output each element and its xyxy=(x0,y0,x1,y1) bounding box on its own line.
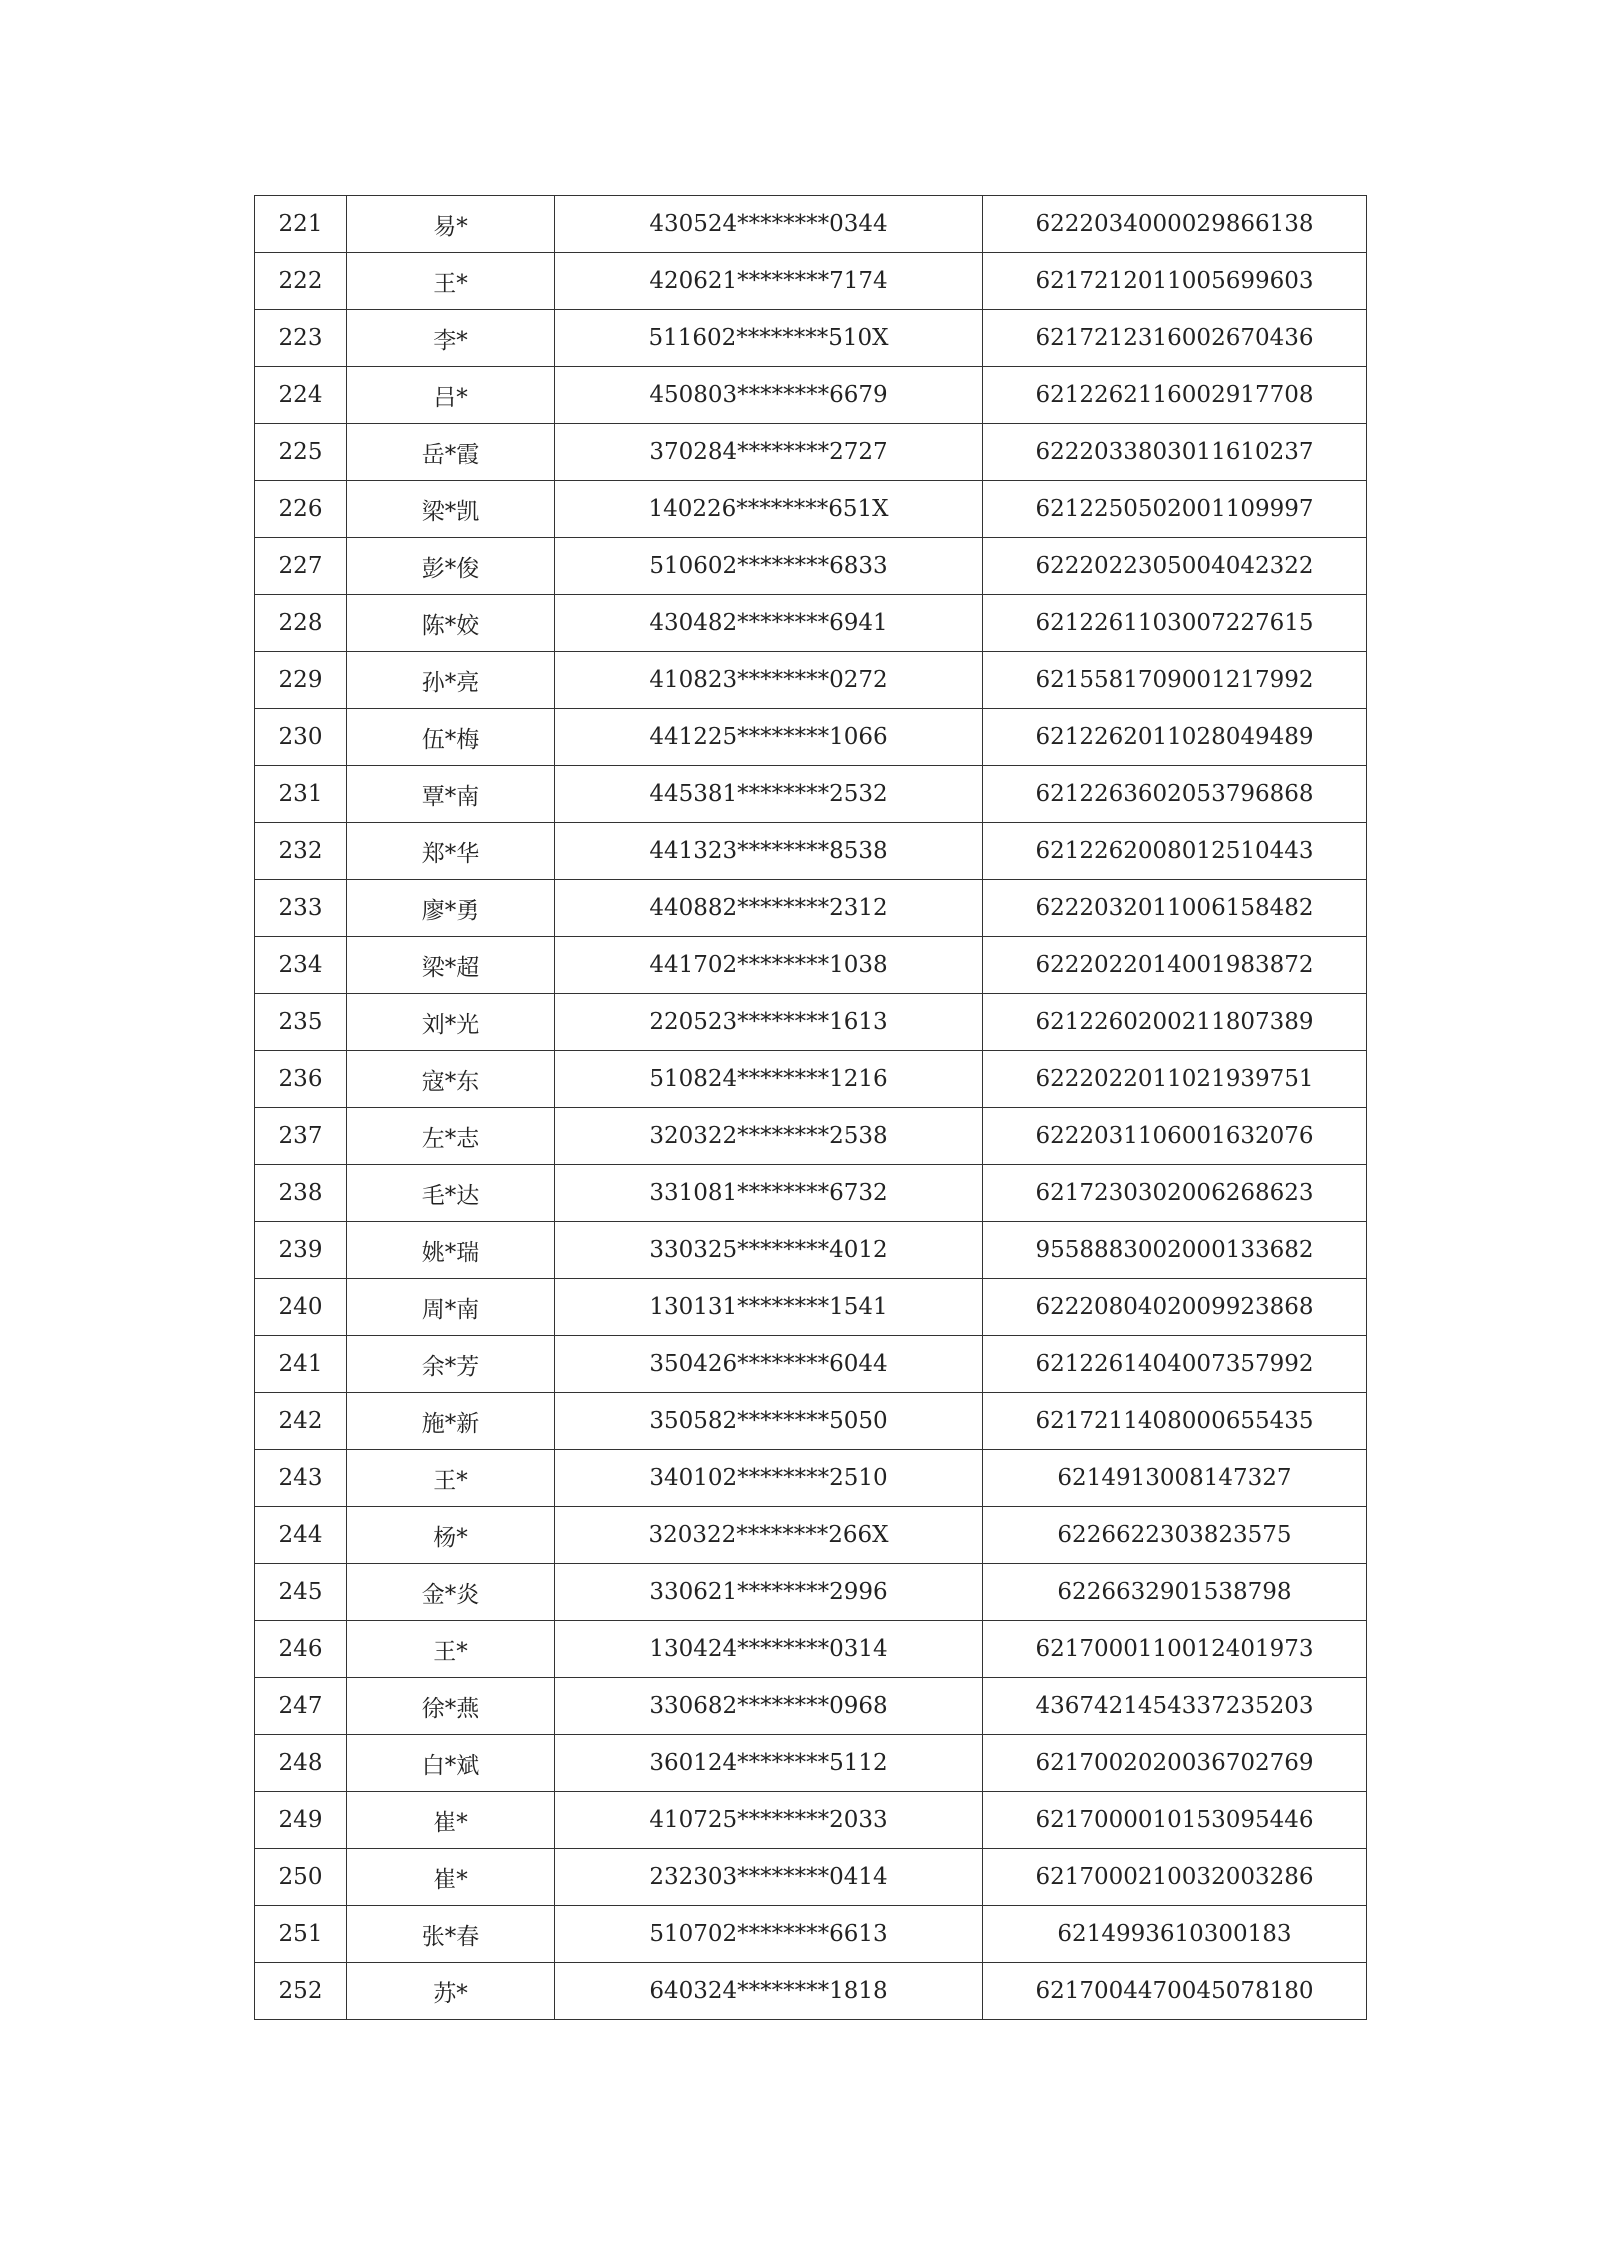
row-number-cell: 222 xyxy=(255,253,347,310)
table-row xyxy=(255,823,1367,880)
table-row xyxy=(255,1507,1367,1564)
name-cell: 苏* xyxy=(347,1963,555,2020)
account-number-cell: 9558883002000133682 xyxy=(983,1222,1367,1279)
row-number-cell: 234 xyxy=(255,937,347,994)
row-number-cell: 243 xyxy=(255,1450,347,1507)
account-number-cell: 6222032011006158482 xyxy=(983,880,1367,937)
id-number-cell: 360124********5112 xyxy=(555,1735,983,1792)
table-row xyxy=(255,1849,1367,1906)
row-number-cell: 226 xyxy=(255,481,347,538)
row-number-cell: 245 xyxy=(255,1564,347,1621)
name-cell: 姚*瑞 xyxy=(347,1222,555,1279)
name-cell: 毛*达 xyxy=(347,1165,555,1222)
name-cell: 杨* xyxy=(347,1507,555,1564)
table-row xyxy=(255,1279,1367,1336)
table-row xyxy=(255,1336,1367,1393)
table-row xyxy=(255,994,1367,1051)
row-number-cell: 229 xyxy=(255,652,347,709)
account-number-cell: 6222080402009923868 xyxy=(983,1279,1367,1336)
account-number-cell: 4367421454337235203 xyxy=(983,1678,1367,1735)
row-number-cell: 237 xyxy=(255,1108,347,1165)
row-number-cell: 248 xyxy=(255,1735,347,1792)
name-cell: 郑*华 xyxy=(347,823,555,880)
row-number-cell: 244 xyxy=(255,1507,347,1564)
account-number-cell: 6217000110012401973 xyxy=(983,1621,1367,1678)
account-number-cell: 6217000010153095446 xyxy=(983,1792,1367,1849)
name-cell: 王* xyxy=(347,1450,555,1507)
table-row xyxy=(255,1963,1367,2020)
data-table xyxy=(254,195,1367,2020)
table-row xyxy=(255,481,1367,538)
name-cell: 徐*燕 xyxy=(347,1678,555,1735)
name-cell: 施*新 xyxy=(347,1393,555,1450)
table-row xyxy=(255,1564,1367,1621)
name-cell: 周*南 xyxy=(347,1279,555,1336)
name-cell: 梁*凯 xyxy=(347,481,555,538)
row-number-cell: 227 xyxy=(255,538,347,595)
table-row xyxy=(255,1051,1367,1108)
table-row xyxy=(255,1450,1367,1507)
row-number-cell: 239 xyxy=(255,1222,347,1279)
name-cell: 王* xyxy=(347,1621,555,1678)
id-number-cell: 330621********2996 xyxy=(555,1564,983,1621)
row-number-cell: 232 xyxy=(255,823,347,880)
id-number-cell: 640324********1818 xyxy=(555,1963,983,2020)
table-row xyxy=(255,1393,1367,1450)
account-number-cell: 6222034000029866138 xyxy=(983,196,1367,253)
name-cell: 刘*光 xyxy=(347,994,555,1051)
name-cell: 崔* xyxy=(347,1849,555,1906)
row-number-cell: 249 xyxy=(255,1792,347,1849)
row-number-cell: 246 xyxy=(255,1621,347,1678)
account-number-cell: 6226622303823575 xyxy=(983,1507,1367,1564)
id-number-cell: 350426********6044 xyxy=(555,1336,983,1393)
account-number-cell: 6222022011021939751 xyxy=(983,1051,1367,1108)
account-number-cell: 6212262008012510443 xyxy=(983,823,1367,880)
name-cell: 彭*俊 xyxy=(347,538,555,595)
table-row xyxy=(255,766,1367,823)
id-number-cell: 441323********8538 xyxy=(555,823,983,880)
id-number-cell: 410725********2033 xyxy=(555,1792,983,1849)
account-number-cell: 6217212316002670436 xyxy=(983,310,1367,367)
table-row xyxy=(255,1678,1367,1735)
row-number-cell: 228 xyxy=(255,595,347,652)
row-number-cell: 225 xyxy=(255,424,347,481)
row-number-cell: 235 xyxy=(255,994,347,1051)
name-cell: 张*春 xyxy=(347,1906,555,1963)
name-cell: 伍*梅 xyxy=(347,709,555,766)
id-number-cell: 130424********0314 xyxy=(555,1621,983,1678)
row-number-cell: 247 xyxy=(255,1678,347,1735)
account-number-cell: 6212260200211807389 xyxy=(983,994,1367,1051)
table-row xyxy=(255,1165,1367,1222)
account-number-cell: 6222033803011610237 xyxy=(983,424,1367,481)
row-number-cell: 223 xyxy=(255,310,347,367)
table-row xyxy=(255,253,1367,310)
name-cell: 李* xyxy=(347,310,555,367)
id-number-cell: 330682********0968 xyxy=(555,1678,983,1735)
name-cell: 王* xyxy=(347,253,555,310)
id-number-cell: 441225********1066 xyxy=(555,709,983,766)
id-number-cell: 232303********0414 xyxy=(555,1849,983,1906)
name-cell: 孙*亮 xyxy=(347,652,555,709)
row-number-cell: 231 xyxy=(255,766,347,823)
id-number-cell: 510702********6613 xyxy=(555,1906,983,1963)
table-row xyxy=(255,1792,1367,1849)
table-row xyxy=(255,1108,1367,1165)
table-row xyxy=(255,1222,1367,1279)
row-number-cell: 252 xyxy=(255,1963,347,2020)
row-number-cell: 238 xyxy=(255,1165,347,1222)
table-row xyxy=(255,538,1367,595)
account-number-cell: 6214913008147327 xyxy=(983,1450,1367,1507)
account-number-cell: 6217000210032003286 xyxy=(983,1849,1367,1906)
account-number-cell: 6222022305004042322 xyxy=(983,538,1367,595)
account-number-cell: 6226632901538798 xyxy=(983,1564,1367,1621)
row-number-cell: 240 xyxy=(255,1279,347,1336)
row-number-cell: 221 xyxy=(255,196,347,253)
table-row xyxy=(255,367,1367,424)
id-number-cell: 420621********7174 xyxy=(555,253,983,310)
table-row xyxy=(255,1735,1367,1792)
id-number-cell: 130131********1541 xyxy=(555,1279,983,1336)
table-row xyxy=(255,937,1367,994)
table-row xyxy=(255,595,1367,652)
id-number-cell: 140226********651X xyxy=(555,481,983,538)
id-number-cell: 370284********2727 xyxy=(555,424,983,481)
name-cell: 金*炎 xyxy=(347,1564,555,1621)
table-row xyxy=(255,424,1367,481)
id-number-cell: 430524********0344 xyxy=(555,196,983,253)
id-number-cell: 220523********1613 xyxy=(555,994,983,1051)
id-number-cell: 410823********0272 xyxy=(555,652,983,709)
id-number-cell: 320322********2538 xyxy=(555,1108,983,1165)
id-number-cell: 331081********6732 xyxy=(555,1165,983,1222)
name-cell: 廖*勇 xyxy=(347,880,555,937)
table-row xyxy=(255,196,1367,253)
account-number-cell: 6214993610300183 xyxy=(983,1906,1367,1963)
account-number-cell: 6212250502001109997 xyxy=(983,481,1367,538)
row-number-cell: 233 xyxy=(255,880,347,937)
table-row xyxy=(255,1621,1367,1678)
name-cell: 岳*霞 xyxy=(347,424,555,481)
id-number-cell: 430482********6941 xyxy=(555,595,983,652)
account-number-cell: 6222031106001632076 xyxy=(983,1108,1367,1165)
account-number-cell: 6212261404007357992 xyxy=(983,1336,1367,1393)
account-number-cell: 6217002020036702769 xyxy=(983,1735,1367,1792)
row-number-cell: 236 xyxy=(255,1051,347,1108)
id-number-cell: 330325********4012 xyxy=(555,1222,983,1279)
row-number-cell: 230 xyxy=(255,709,347,766)
table-row xyxy=(255,880,1367,937)
account-number-cell: 6212261103007227615 xyxy=(983,595,1367,652)
id-number-cell: 440882********2312 xyxy=(555,880,983,937)
row-number-cell: 251 xyxy=(255,1906,347,1963)
table-row xyxy=(255,709,1367,766)
account-number-cell: 6217211408000655435 xyxy=(983,1393,1367,1450)
id-number-cell: 510824********1216 xyxy=(555,1051,983,1108)
id-number-cell: 511602********510X xyxy=(555,310,983,367)
id-number-cell: 445381********2532 xyxy=(555,766,983,823)
table-row xyxy=(255,1906,1367,1963)
name-cell: 梁*超 xyxy=(347,937,555,994)
id-number-cell: 441702********1038 xyxy=(555,937,983,994)
row-number-cell: 241 xyxy=(255,1336,347,1393)
account-number-cell: 6212262116002917708 xyxy=(983,367,1367,424)
name-cell: 崔* xyxy=(347,1792,555,1849)
account-number-cell: 6217212011005699603 xyxy=(983,253,1367,310)
account-number-cell: 6215581709001217992 xyxy=(983,652,1367,709)
account-number-cell: 6217230302006268623 xyxy=(983,1165,1367,1222)
name-cell: 寇*东 xyxy=(347,1051,555,1108)
id-number-cell: 340102********2510 xyxy=(555,1450,983,1507)
row-number-cell: 250 xyxy=(255,1849,347,1906)
name-cell: 吕* xyxy=(347,367,555,424)
table-row xyxy=(255,652,1367,709)
account-number-cell: 6212262011028049489 xyxy=(983,709,1367,766)
name-cell: 左*志 xyxy=(347,1108,555,1165)
account-number-cell: 6222022014001983872 xyxy=(983,937,1367,994)
id-number-cell: 510602********6833 xyxy=(555,538,983,595)
id-number-cell: 350582********5050 xyxy=(555,1393,983,1450)
id-number-cell: 320322********266X xyxy=(555,1507,983,1564)
name-cell: 陈*姣 xyxy=(347,595,555,652)
table-body xyxy=(255,196,1367,2020)
account-number-cell: 6217004470045078180 xyxy=(983,1963,1367,2020)
row-number-cell: 242 xyxy=(255,1393,347,1450)
name-cell: 易* xyxy=(347,196,555,253)
name-cell: 白*斌 xyxy=(347,1735,555,1792)
account-number-cell: 6212263602053796868 xyxy=(983,766,1367,823)
id-number-cell: 450803********6679 xyxy=(555,367,983,424)
table-row xyxy=(255,310,1367,367)
row-number-cell: 224 xyxy=(255,367,347,424)
name-cell: 覃*南 xyxy=(347,766,555,823)
name-cell: 余*芳 xyxy=(347,1336,555,1393)
